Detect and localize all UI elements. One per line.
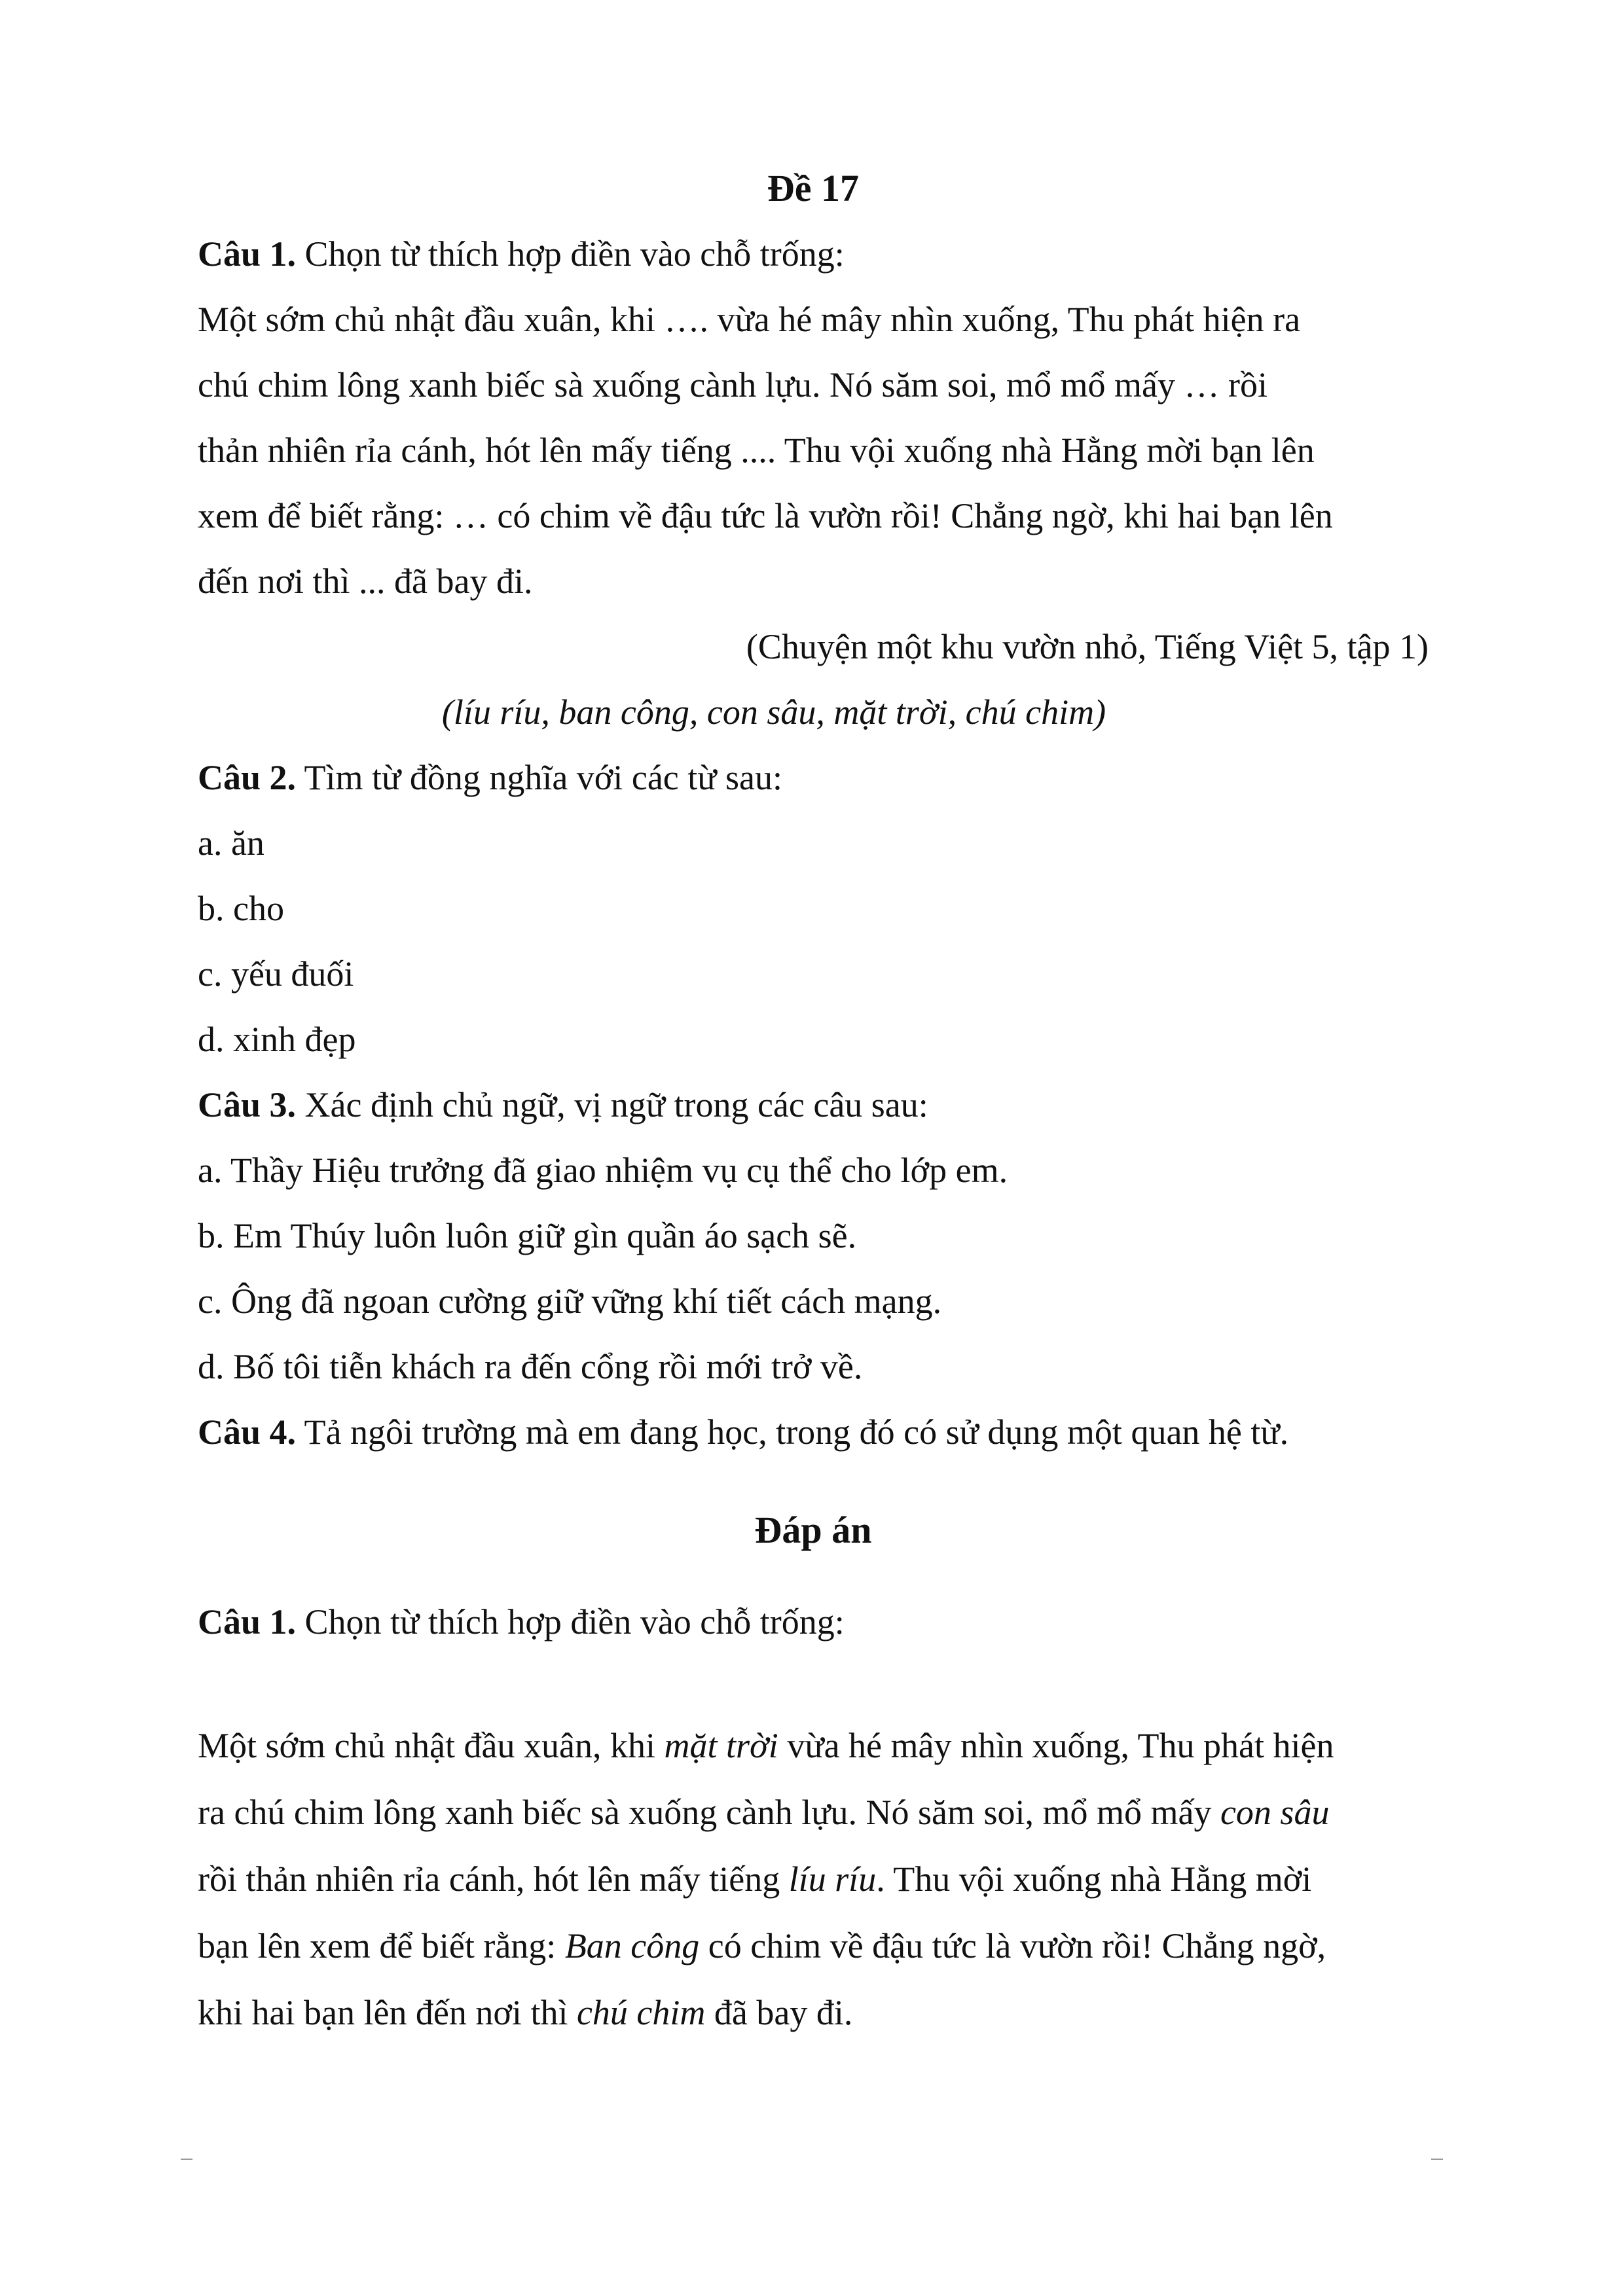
answer-passage-line-2 — [198, 1779, 1429, 1846]
passage-source: (Chuyện một khu vườn nhỏ, Tiếng Việt 5, tập 1) — [746, 627, 1429, 666]
question-3-label: Câu 3. — [198, 1085, 297, 1124]
page-corner-mark-left — [181, 2159, 192, 2160]
answer-passage-line-5 — [198, 1979, 1429, 2046]
answer-passage-line-4 — [198, 1912, 1429, 1979]
question-3-item-c: c. Ông đã ngoan cường giữ vững khí tiết cách mạng. — [198, 1282, 942, 1321]
answer-passage-line-3 — [198, 1846, 1429, 1912]
answer-text: có chim về đậu tức là vườn rồi! Chẳng ngờ, — [699, 1926, 1326, 1965]
answer-word-con-sau: con sâu — [1220, 1793, 1330, 1832]
question-3-item-d: d. Bố tôi tiễn khách ra đến cổng rồi mới trở về. — [198, 1347, 863, 1386]
question-2-item-b: b. cho — [198, 889, 284, 928]
document-body — [198, 156, 1429, 2046]
answer-text: rồi thản nhiên rỉa cánh, hót lên mấy tiếng — [198, 1859, 789, 1899]
question-2-item-c: c. yếu đuối — [198, 954, 354, 994]
answer-text: vừa hé mây nhìn xuống, Thu phát hiện — [778, 1726, 1334, 1765]
question-4-prompt: Tả ngôi trường mà em đang học, trong đó có sử dụng một quan hệ từ. — [296, 1412, 1289, 1452]
passage-line-3: thản nhiên rỉa cánh, hót lên mấy tiếng .... Thu vội xuống nhà Hằng mời bạn lên — [198, 431, 1315, 470]
question-2-item-a: a. ăn — [198, 823, 264, 863]
passage-line-1: Một sớm chủ nhật đầu xuân, khi …. vừa hé mây nhìn xuống, Thu phát hiện ra — [198, 300, 1301, 339]
question-2-prompt: Tìm từ đồng nghĩa với các từ sau: — [296, 758, 783, 797]
answer-text: ra chú chim lông xanh biếc sà xuống cành lựu. Nó săm soi, mổ mổ mấy — [198, 1793, 1220, 1832]
answer-word-mat-troi: mặt trời — [664, 1726, 778, 1765]
answer-1-label: Câu 1. — [198, 1602, 297, 1641]
answer-text: . Thu vội xuống nhà Hằng mời — [876, 1859, 1312, 1899]
passage-line-2: chú chim lông xanh biếc sà xuống cành lựu. Nó săm soi, mổ mổ mấy … rồi — [198, 365, 1268, 404]
passage-line-4: xem để biết rằng: … có chim về đậu tức là vườn rồi! Chẳng ngờ, khi hai bạn lên — [198, 496, 1333, 535]
question-2-label: Câu 2. — [198, 758, 297, 797]
passage-line-5: đến nơi thì ... đã bay đi. — [198, 562, 533, 601]
answer-passage-line-1 — [198, 1712, 1429, 1779]
question-3-prompt: Xác định chủ ngữ, vị ngữ trong các câu sau: — [296, 1085, 928, 1124]
question-1-prompt: Chọn từ thích hợp điền vào chỗ trống: — [296, 234, 845, 274]
page-corner-mark-right — [1431, 2159, 1443, 2160]
exam-title: Đề 17 — [767, 167, 860, 209]
answer-1-prompt: Chọn từ thích hợp điền vào chỗ trống: — [296, 1602, 845, 1641]
question-4 — [198, 1399, 1429, 1465]
spacer — [198, 1655, 1429, 1712]
question-3 — [198, 1072, 1429, 1138]
answer-text: bạn lên xem để biết rằng: — [198, 1926, 565, 1965]
question-4-label: Câu 4. — [198, 1412, 297, 1452]
answer-1 — [198, 1589, 1429, 1655]
answer-text: khi hai bạn lên đến nơi thì — [198, 1993, 577, 2032]
answer-word-ban-cong: Ban công — [564, 1926, 700, 1965]
question-1 — [198, 221, 1429, 287]
answer-text: đã bay đi. — [705, 1993, 853, 2032]
question-3-item-a: a. Thầy Hiệu trưởng đã giao nhiệm vụ cụ thể cho lớp em. — [198, 1151, 1008, 1190]
answer-word-liu-riu: líu ríu — [788, 1859, 877, 1899]
word-options: (líu ríu, ban công, con sâu, mặt trời, chú chim) — [441, 692, 1106, 732]
answer-title: Đáp án — [754, 1509, 872, 1551]
answer-text: Một sớm chủ nhật đầu xuân, khi — [198, 1726, 665, 1765]
question-2-item-d: d. xinh đẹp — [198, 1020, 356, 1059]
question-2 — [198, 745, 1429, 810]
answer-word-chu-chim: chú chim — [576, 1993, 706, 2032]
question-3-item-b: b. Em Thúy luôn luôn giữ gìn quần áo sạch sẽ. — [198, 1216, 857, 1255]
question-1-label: Câu 1. — [198, 234, 297, 274]
